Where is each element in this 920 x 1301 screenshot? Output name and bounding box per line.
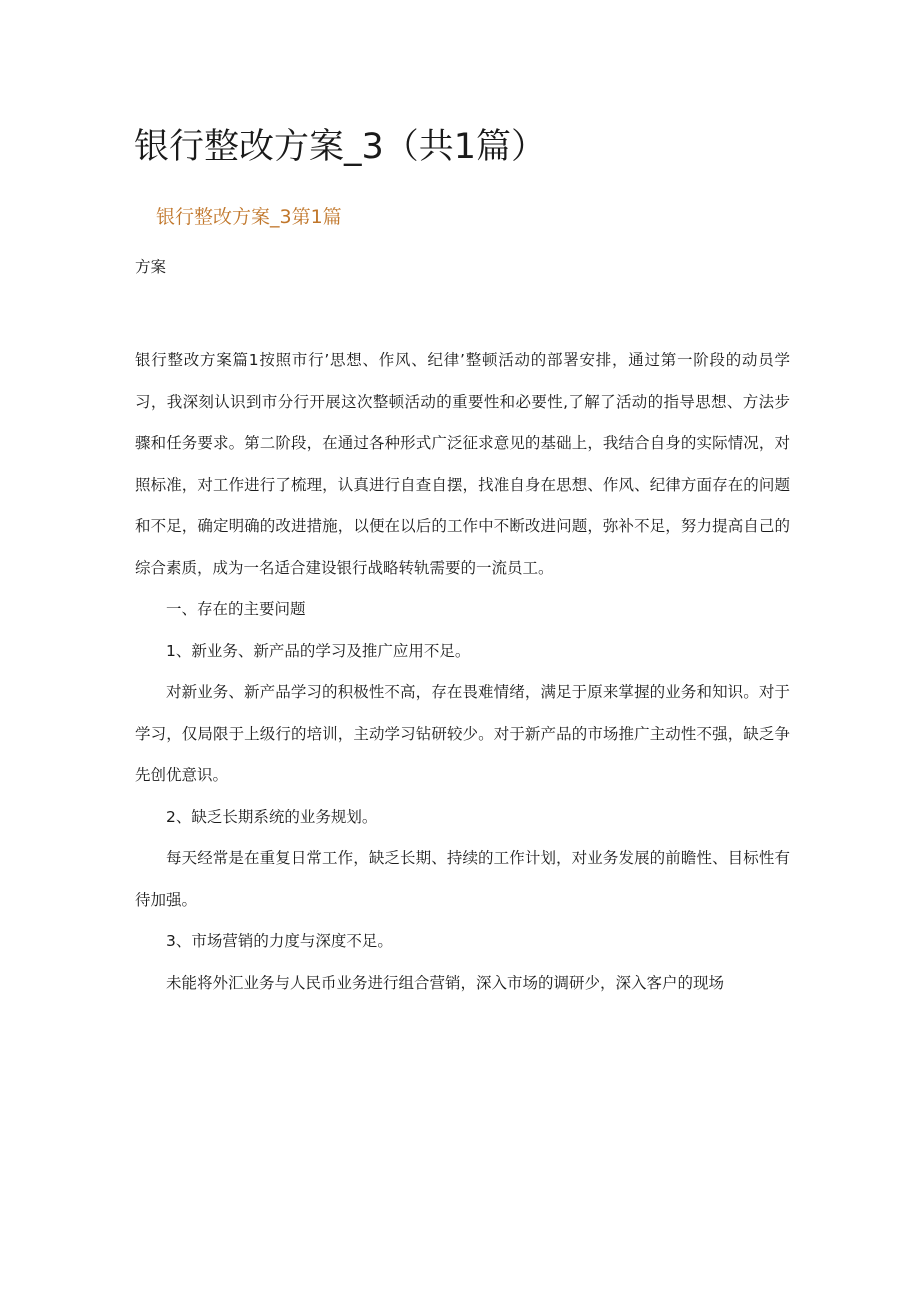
heading-main-problems: 一、存在的主要问题 [166, 600, 306, 618]
subheading-problem-2: 2、缺乏长期系统的业务规划。 [166, 807, 378, 826]
subheading-problem-1: 1、新业务、新产品的学习及推广应用不足。 [166, 641, 471, 660]
section-title: 银行整改方案_3第1篇 [156, 206, 342, 228]
document-title: 银行整改方案_3（共1篇） [134, 127, 547, 167]
document-body [135, 340, 790, 1004]
paragraph-problem-3: 未能将外汇业务与人民币业务进行组合营销，深入市场的调研少，深入客户的现场 [166, 973, 725, 992]
document-subtitle: 方案 [135, 258, 167, 276]
subheading-problem-3: 3、市场营销的力度与深度不足。 [166, 932, 393, 950]
paragraph-intro: 银行整改方案篇1按照市行’思想、作风、纪律’整顿活动的部署安排，通过第一阶段的动员学习，我深刻认识到市分行开展这次整顿活动的重要性和必要性,了解了活动的指导思想、方法步骤和任务要求。第二阶段，在通过各种形式广泛征求意见的基础上，我结合自身的实际情况，对照标准，对工作进行了梳理，认真进行自查自摆，找准自身在思想、作风、纪律方面存在的问题和不足，确定明确的改进措施，以便在以后的工作中不断改进问题，弥补不足，努力提高自己的综合素质，成为一名适合建设银行战略转轨需要的一流员工。 [135, 351, 790, 577]
paragraph-problem-2: 每天经常是在重复日常工作，缺乏长期、持续的工作计划，对业务发展的前瞻性、目标性有待加强。 [135, 849, 790, 909]
paragraph-problem-1: 对新业务、新产品学习的积极性不高，存在畏难情绪，满足于原来掌握的业务和知识。对于学习，仅局限于上级行的培训，主动学习钻研较少。对于新产品的市场推广主动性不强，缺乏争先创优意识。 [135, 683, 790, 784]
